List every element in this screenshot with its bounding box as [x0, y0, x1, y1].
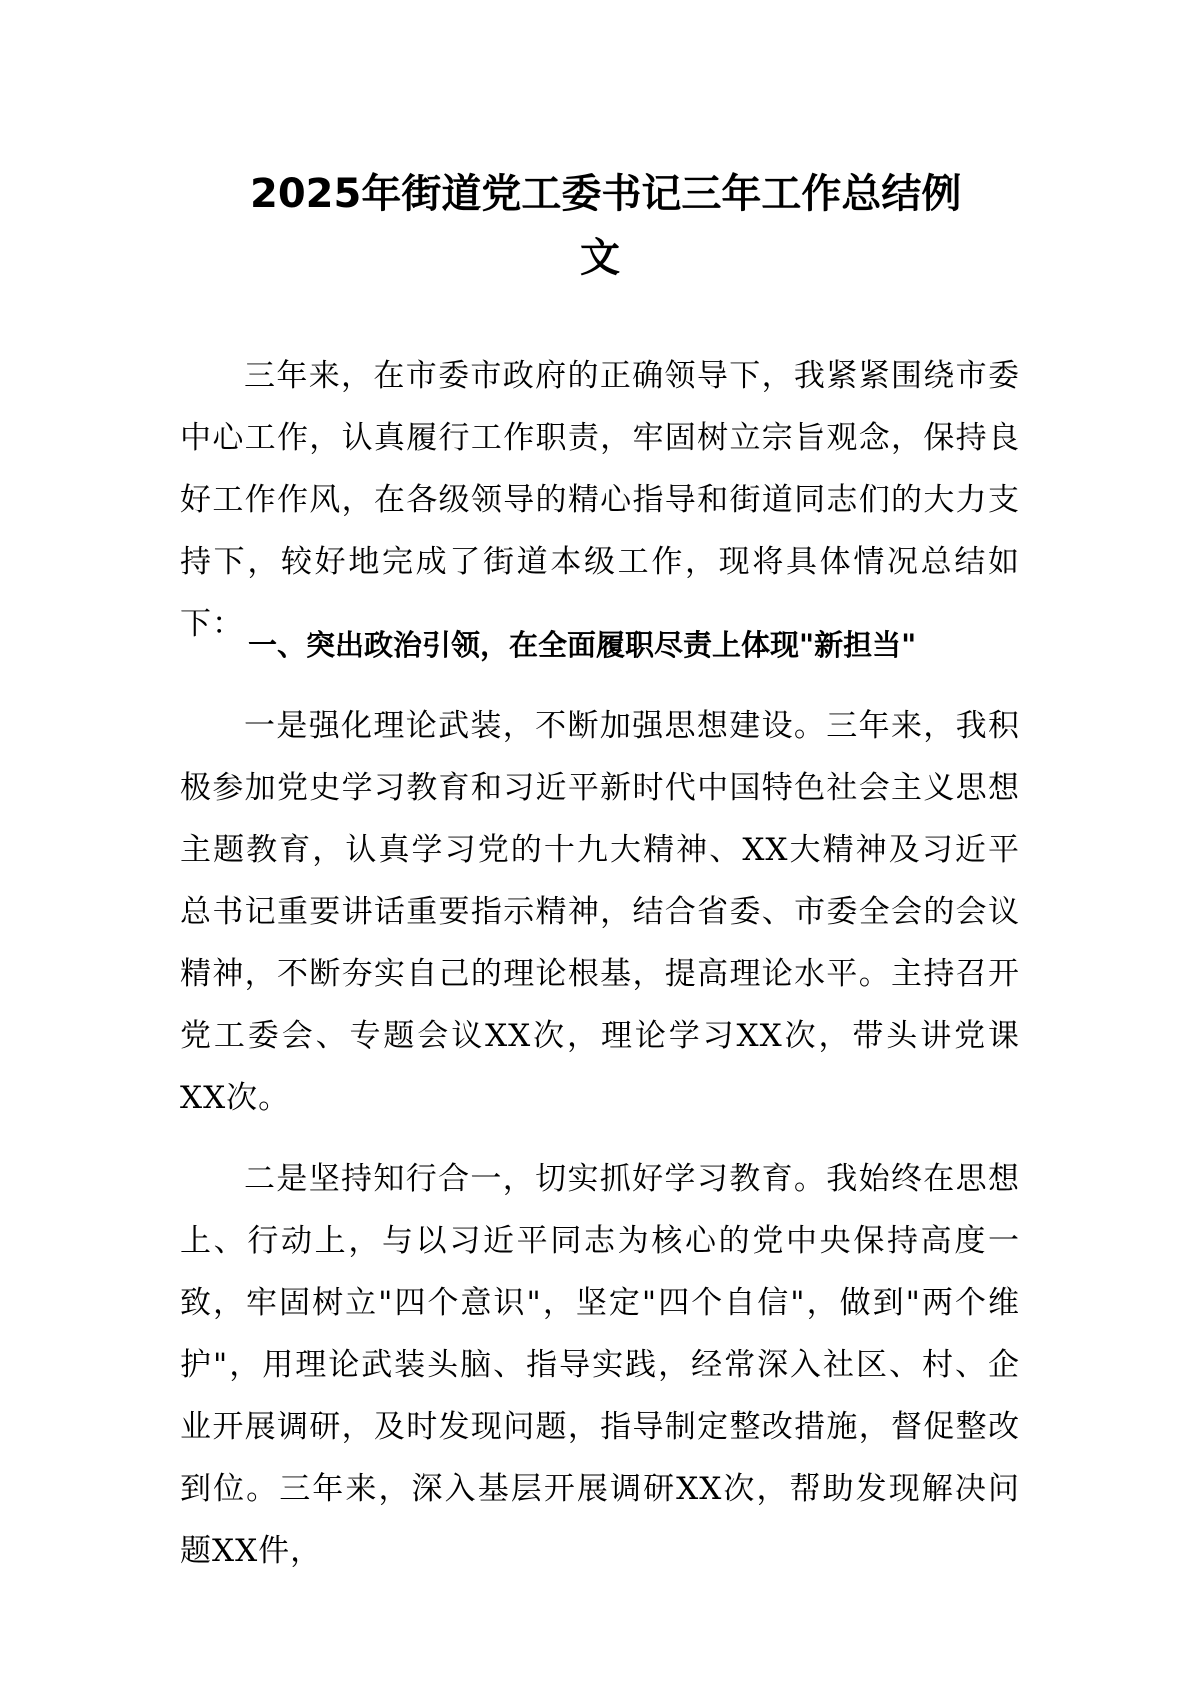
intro-paragraph: 三年来，在市委市政府的正确领导下，我紧紧围绕市委中心工作，认真履行工作职责，牢固树立宗旨观念，保持良好工作作风，在各级领导的精心指导和街道同志们的大力支持下，较好地完成了街道本级工作，现将具体情况总结如下：: [180, 358, 1020, 642]
document-title-line2: 文: [580, 235, 620, 281]
document-title-line1: 2025年街道党工委书记三年工作总结例: [250, 171, 962, 217]
section-heading-1: 一、突出政治引领，在全面履职尽责上体现"新担当": [248, 628, 917, 662]
body-paragraph-2: 二是坚持知行合一，切实抓好学习教育。我始终在思想上、行动上，与以习近平同志为核心的党中央保持高度一致，牢固树立"四个意识"，坚定"四个自信"，做到"两个维护"，用理论武装头脑、指导实践，经常深入社区、村、企业开展调研，及时发现问题，指导制定整改措施，督促整改到位。三年来，深入基层开展调研XX次，帮助发现解决问题XX件，: [180, 1161, 1020, 1569]
body-paragraph-1: 一是强化理论武装，不断加强思想建设。三年来，我积极参加党史学习教育和习近平新时代中国特色社会主义思想主题教育，认真学习党的十九大精神、XX大精神及习近平总书记重要讲话重要指示精神，结合省委、市委全会的会议精神，不断夯实自己的理论根基，提高理论水平。主持召开党工委会、专题会议XX次，理论学习XX次，带头讲党课XX次。: [180, 708, 1020, 1116]
